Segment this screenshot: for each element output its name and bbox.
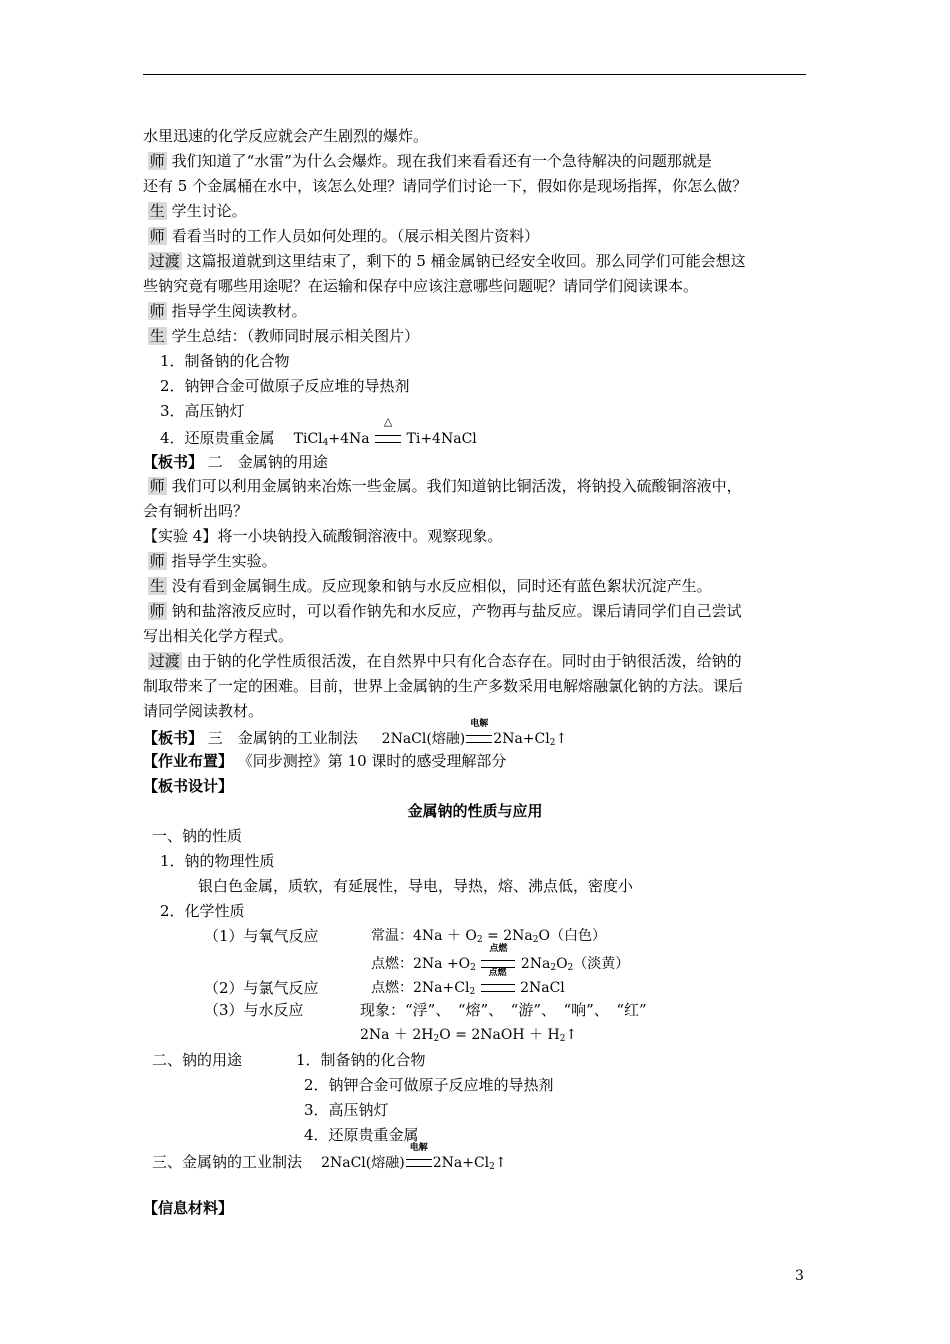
equation: 2NaCl(熔融) 电解 $2Na+Cl_2↑$	[321, 1143, 507, 1172]
section-head: 【板书】	[143, 729, 204, 747]
speaker-tag: 师	[149, 602, 165, 620]
text-line: 会有铜析出吗？	[143, 502, 249, 520]
equation: $2Na + 2H_2O$ = 2NaOH ＋ $H_2↑$	[360, 1027, 578, 1044]
board-line: （3）与水反应	[204, 1001, 304, 1019]
section-head: 【板书设计】	[143, 777, 234, 795]
speaker-tag: 师	[149, 227, 165, 245]
equation: TiCl$_4$+4Na △ Ti+4NaCl	[293, 415, 477, 448]
board-line: 二、钠的用途	[152, 1051, 243, 1069]
board-line: （1）与氧气反应	[204, 927, 319, 945]
speaker-tag: 师	[149, 477, 165, 495]
board-line: 一、钠的性质	[152, 827, 243, 845]
text-line: 生 学生总结：（教师同时展示相关图片）	[149, 327, 420, 345]
text-line: 【实验 4】将一小块钠投入硫酸铜溶液中。观察现象。	[143, 527, 503, 545]
speaker-tag: 师	[149, 302, 165, 320]
text-line: 师 看看当时的工作人员如何处理的。（展示相关图片资料）	[149, 227, 540, 245]
section-head: 【板书】	[143, 453, 204, 471]
board-line: 1．制备钠的化合物	[296, 1051, 426, 1069]
equation: 点燃：$2Na +O_2$ 点燃 $2Na_2O_2$（淡黄）	[371, 944, 630, 973]
text-line: 师 我们可以利用金属钠来冶炼一些金属。我们知道钠比铜活泼，将钠投入硫酸铜溶液中，	[149, 477, 742, 495]
header-rule	[143, 74, 806, 75]
speaker-tag: 生	[149, 577, 165, 595]
speaker-tag: 师	[149, 552, 165, 570]
text-line: 还有 5 个金属桶在水中，该怎么处理？请同学们讨论一下，假如你是现场指挥，你怎么做？	[143, 177, 748, 195]
board-line: 3．高压钠灯	[304, 1101, 389, 1119]
text-line: 写出相关化学方程式。	[143, 627, 294, 645]
board-line: 4．还原贵重金属	[304, 1126, 419, 1144]
board-line: 银白色金属，质软，有延展性，导电，导热，熔、沸点低，密度小	[198, 877, 634, 895]
board-line: （2）与氯气反应	[204, 979, 319, 997]
text-line: 【作业布置】 《同步测控》第 10 课时的感受理解部分	[143, 752, 507, 770]
text-line: 师 指导学生实验。	[149, 552, 277, 570]
text-line: 【板书】 二 金属钠的用途	[143, 453, 328, 471]
list-item: 3．高压钠灯	[160, 402, 245, 420]
text-line: 过渡 这篇报道就到这里结束了，剩下的 5 桶金属钠已经安全收回。那么同学们可能会想这	[149, 252, 746, 270]
text-line: 些钠究竟有哪些用途呢？在运输和保存中应该注意哪些问题呢？请同学们阅读课本。	[143, 277, 699, 295]
board-line: 现象：“浮”、 “熔”、 “游”、 “响”、 “红”	[360, 1001, 647, 1019]
section-head: 【作业布置】	[143, 752, 234, 770]
list-item: 1．制备钠的化合物	[160, 352, 290, 370]
board-title: 金属钠的性质与应用	[407, 802, 543, 820]
equation: 2NaCl(熔融) 电解 $2Na+Cl_2↑$	[381, 719, 568, 748]
board-line: 三、金属钠的工业制法 2NaCl(熔融) 电解 $2Na+Cl_2↑$	[152, 1143, 507, 1172]
text-line: 【板书】 三 金属钠的工业制法 2NaCl(熔融) 电解 $2Na+Cl_2↑$	[143, 719, 568, 748]
speaker-tag: 过渡	[149, 252, 180, 270]
text-line: 过渡 由于钠的化学性质很活泼，在自然界中只有化合态存在。同时由于钠很活泼，给钠的	[149, 652, 742, 670]
text-line: 生 学生讨论。	[149, 202, 247, 220]
list-item: 2．钠钾合金可做原子反应堆的导热剂	[160, 377, 410, 395]
speaker-tag: 师	[149, 152, 165, 170]
text-line: 制取带来了一定的困难。目前，世界上金属钠的生产多数采用电解熔融氯化钠的方法。课后	[143, 677, 744, 695]
board-line: 1．钠的物理性质	[160, 852, 275, 870]
text-line: 水里迅速的化学反应就会产生剧烈的爆炸。	[143, 127, 429, 145]
text-line: 师 指导学生阅读教材。	[149, 302, 307, 320]
page-number: 3	[795, 1268, 804, 1284]
speaker-tag: 生	[149, 327, 165, 345]
speaker-tag: 过渡	[149, 652, 180, 670]
list-item: 4．还原贵重金属 TiCl$_4$+4Na △ Ti+4NaCl	[160, 415, 477, 448]
board-line: 2．钠钾合金可做原子反应堆的导热剂	[304, 1076, 554, 1094]
text-line: 生 没有看到金属铜生成。反应现象和钠与水反应相似，同时还有蓝色絮状沉淀产生。	[149, 577, 712, 595]
equation: 常温：$4Na + O_2 = 2Na_2O$（白色）	[371, 928, 606, 945]
board-line: 2．化学性质	[160, 902, 245, 920]
equation: 点燃：$2Na+Cl_2$ 点燃 2NaCl	[371, 968, 565, 997]
text-line: 师 钠和盐溶液反应时，可以看作钠先和水反应，产物再与盐反应。课后请同学们自己尝试	[149, 602, 742, 620]
speaker-tag: 生	[149, 202, 165, 220]
text-line: 师 我们知道了“水雷”为什么会爆炸。现在我们来看看还有一个急待解决的问题那就是	[149, 152, 712, 170]
section-head: 【信息材料】	[143, 1199, 234, 1217]
text-line: 请同学阅读教材。	[143, 702, 264, 720]
